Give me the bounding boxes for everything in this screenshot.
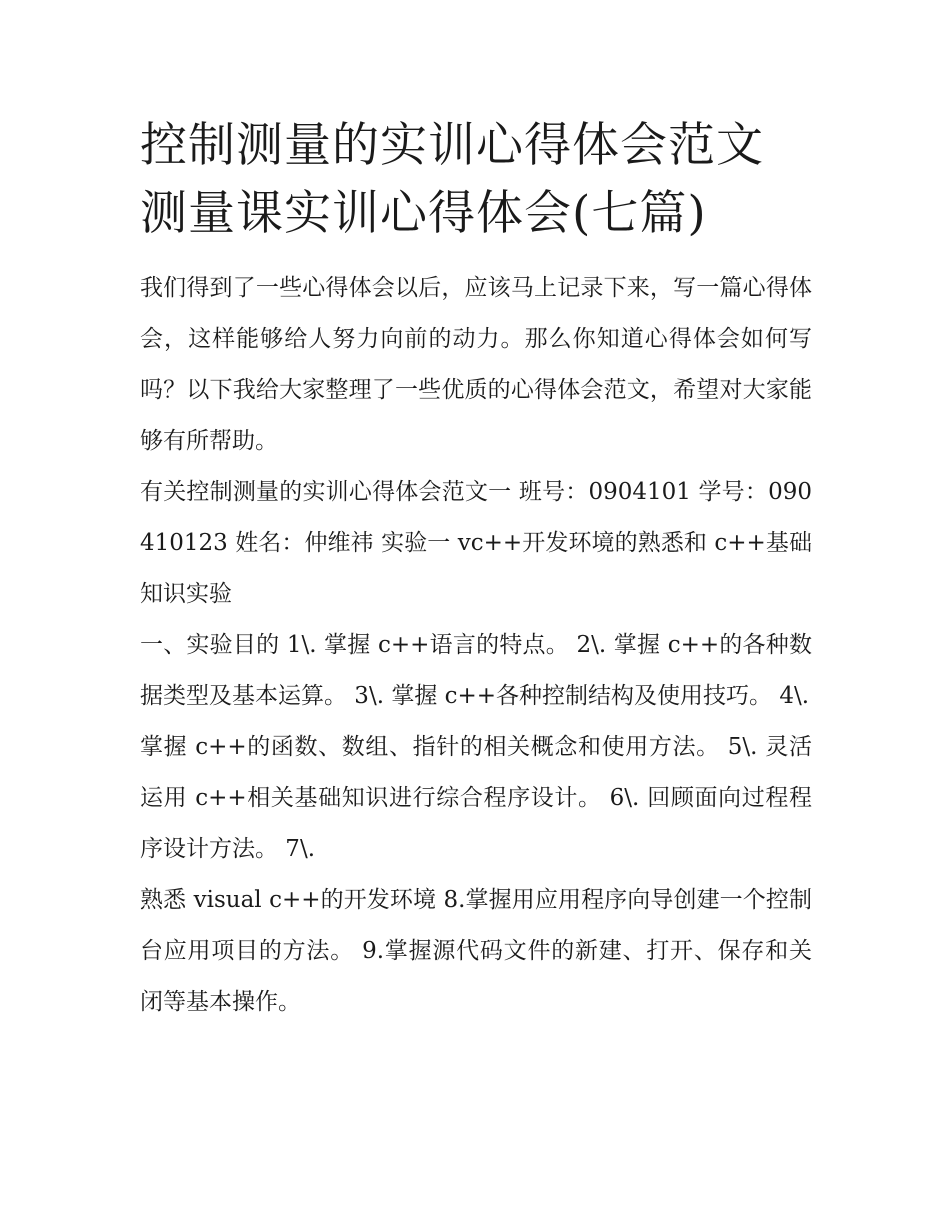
objectives-paragraph-2: 掌握 c++的函数、数组、指针的相关概念和使用方法。 5\. 灵活运用 c++相关基础知识进行综合程序设计。 6\. 回顾面向过程程序设计方法。 7\.: [140, 734, 812, 862]
title-line-1: 控制测量的实训心得体会范文: [140, 118, 764, 173]
objectives-paragraph-1: 一、实验目的 1\. 掌握 c++语言的特点。 2\. 掌握 c++的各种数据类型及基本运算。 3\. 掌握 c++各种控制结构及使用技巧。 4\.: [140, 632, 812, 709]
document-body: [140, 112, 812, 1028]
title-line-2: 测量课实训心得体会(七篇): [140, 186, 707, 241]
objectives-paragraph-3: 熟悉 visual c++的开发环境 8.掌握用应用程序向导创建一个控制台应用项目的方法。 9.掌握源代码文件的新建、打开、保存和关闭等基本操作。: [140, 887, 812, 1015]
document-title: [140, 112, 812, 248]
intro-paragraph: 我们得到了一些心得体会以后，应该马上记录下来，写一篇心得体会，这样能够给人努力向前的动力。那么你知道心得体会如何写吗？以下我给大家整理了一些优质的心得体会范文，希望对大家能够有所帮助。: [140, 275, 812, 454]
report-header-paragraph: 有关控制测量的实训心得体会范文一 班号：0904101 学号：090410123 姓名：仲维祎 实验一 vc++开发环境的熟悉和 c++基础知识实验: [140, 479, 812, 607]
